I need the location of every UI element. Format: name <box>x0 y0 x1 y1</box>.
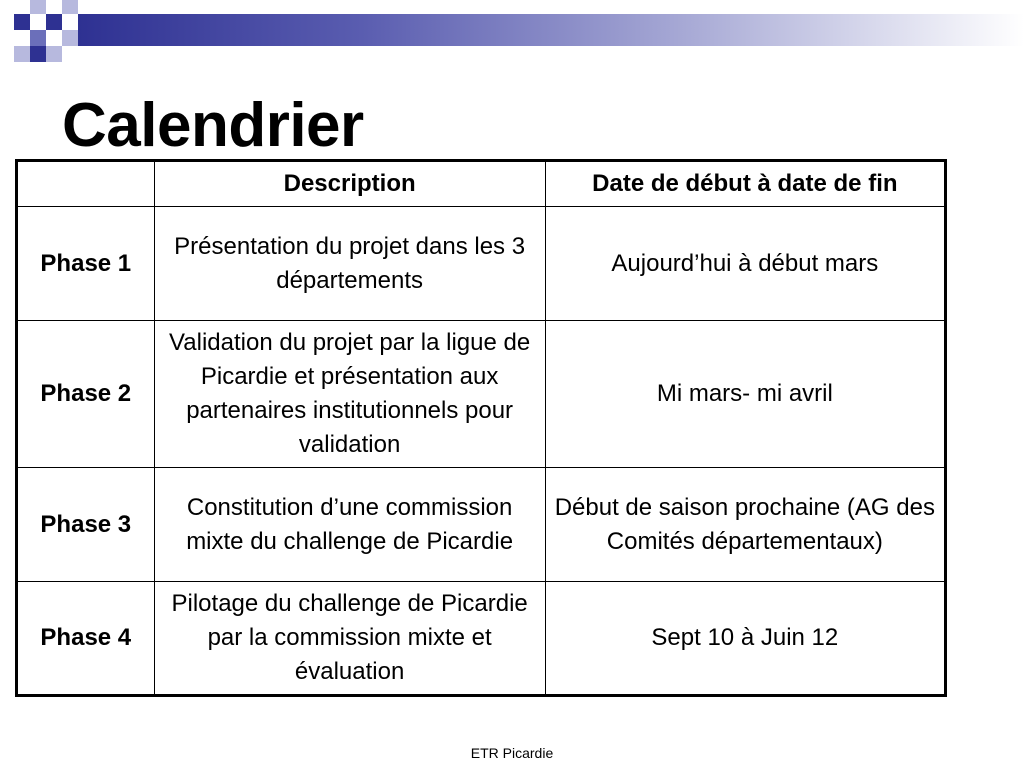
decorative-square <box>14 46 30 62</box>
table-header-description: Description <box>154 161 545 207</box>
table-header-empty <box>17 161 155 207</box>
decorative-gradient-bar <box>78 14 1024 46</box>
decorative-square <box>46 46 62 62</box>
phase-label: Phase 2 <box>17 321 155 468</box>
table-row <box>17 207 946 321</box>
decorative-square <box>30 30 46 46</box>
phase-description: Pilotage du challenge de Picardie par la commission mixte et évaluation <box>154 582 545 696</box>
decorative-square <box>30 0 46 14</box>
phase-label: Phase 4 <box>17 582 155 696</box>
phase-label: Phase 1 <box>17 207 155 321</box>
calendar-table <box>15 159 947 697</box>
table-header-dates: Date de début à date de fin <box>545 161 945 207</box>
phase-description: Constitution d’une commission mixte du challenge de Picardie <box>154 468 545 582</box>
decorative-header-band <box>0 0 1024 62</box>
page-title: Calendrier <box>62 91 364 160</box>
table-row <box>17 321 946 468</box>
decorative-square <box>62 30 78 46</box>
table-row <box>17 468 946 582</box>
decorative-square <box>46 14 62 30</box>
phase-dates: Aujourd’hui à début mars <box>545 207 945 321</box>
phase-dates: Sept 10 à Juin 12 <box>545 582 945 696</box>
decorative-square <box>30 46 46 62</box>
table-header-row <box>17 161 946 207</box>
phase-description: Validation du projet par la ligue de Picardie et présentation aux partenaires institutionnels pour validation <box>154 321 545 468</box>
phase-description: Présentation du projet dans les 3 départements <box>154 207 545 321</box>
phase-dates: Mi mars- mi avril <box>545 321 945 468</box>
footer-text: ETR Picardie <box>470 745 554 761</box>
decorative-square <box>62 0 78 14</box>
phase-dates: Début de saison prochaine (AG des Comités départementaux) <box>545 468 945 582</box>
table-row <box>17 582 946 696</box>
decorative-square <box>14 14 30 30</box>
phase-label: Phase 3 <box>17 468 155 582</box>
